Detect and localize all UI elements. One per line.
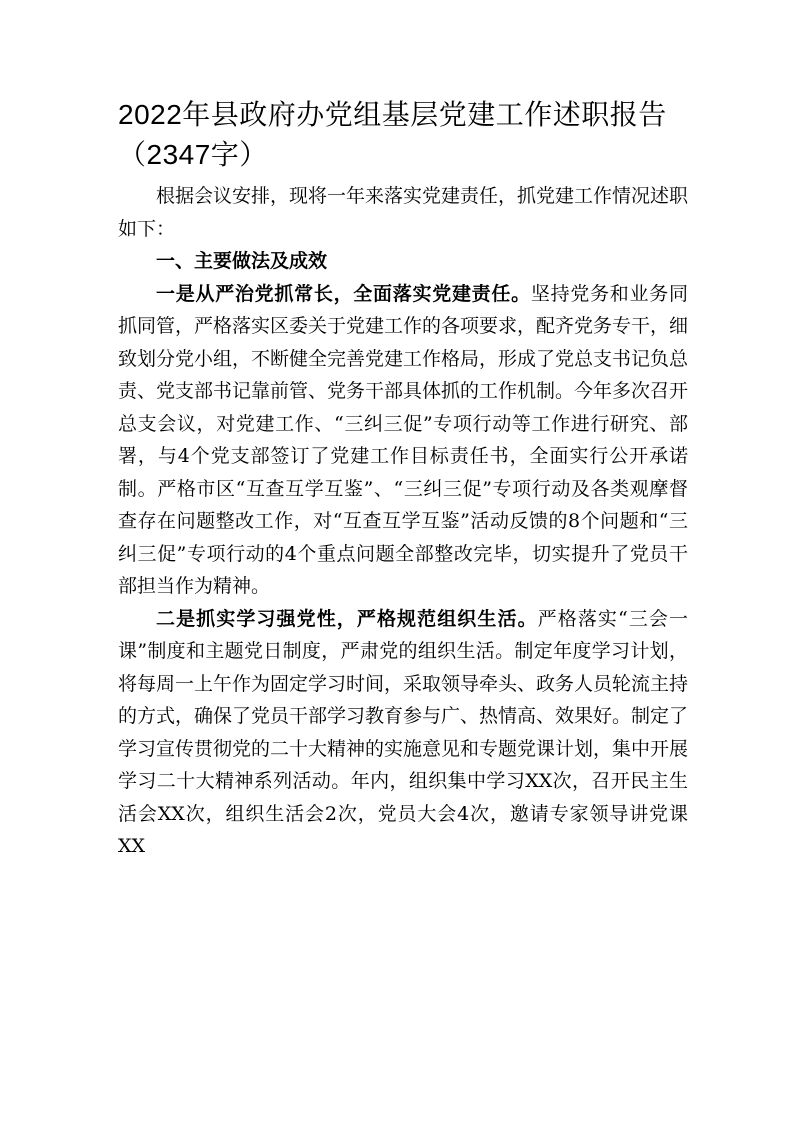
- paragraph-1-text: 坚持党务和业务同抓同管，严格落实区委关于党建工作的各项要求，配齐党务专干，细致划分党小组，不断健全完善党建工作格局，形成了党总支书记负总责、党支部书记靠前管、党务干部具体抓的工作机制。今年多次召开总支会议，对党建工作、“三纠三促”专项行动等工作进行研究、部署，与4个党支部签订了党建工作目标责任书，全面实行公开承诺制。严格市区“互查互学互鉴”、“三纠三促”专项行动及各类观摩督查存在问题整改工作，对“互查互学互鉴”活动反馈的8个问题和“三纠三促”专项行动的4个重点问题全部整改完毕，切实提升了党员干部担当作为精神。: [118, 282, 689, 597]
- document-title: 2022年县政府办党组基层党建工作述职报告（2347字）: [118, 99, 667, 170]
- section-heading: 一、主要做法及成效: [156, 250, 328, 272]
- paragraph-2: [118, 603, 688, 863]
- paragraph-1-lead: 一是从严治党抓常长，全面落实党建责任。: [156, 282, 531, 305]
- intro-paragraph: 根据会议安排，现将一年来落实党建责任，抓党建工作情况述职如下：: [118, 185, 689, 240]
- paragraph-1: [118, 278, 688, 603]
- paragraph-2-lead: 二是抓实学习强党性，严格规范组织生活。: [156, 607, 538, 630]
- document-body: [118, 180, 688, 863]
- paragraph-2-text: 严格落实“三会一课”制度和主题党日制度，严肃党的组织生活。制定年度学习计划，将每周一上午作为固定学习时间，采取领导牵头、政务人员轮流主持的方式，确保了党员干部学习教育参与广、热情高、效果好。制定了学习宣传贯彻党的二十大精神的实施意见和专题党课计划，集中开展学习二十大精神系列活动。年内，组织集中学习XX次，召开民主生活会XX次，组织生活会2次，党员大会4次，邀请专家领导讲党课XX: [118, 607, 689, 857]
